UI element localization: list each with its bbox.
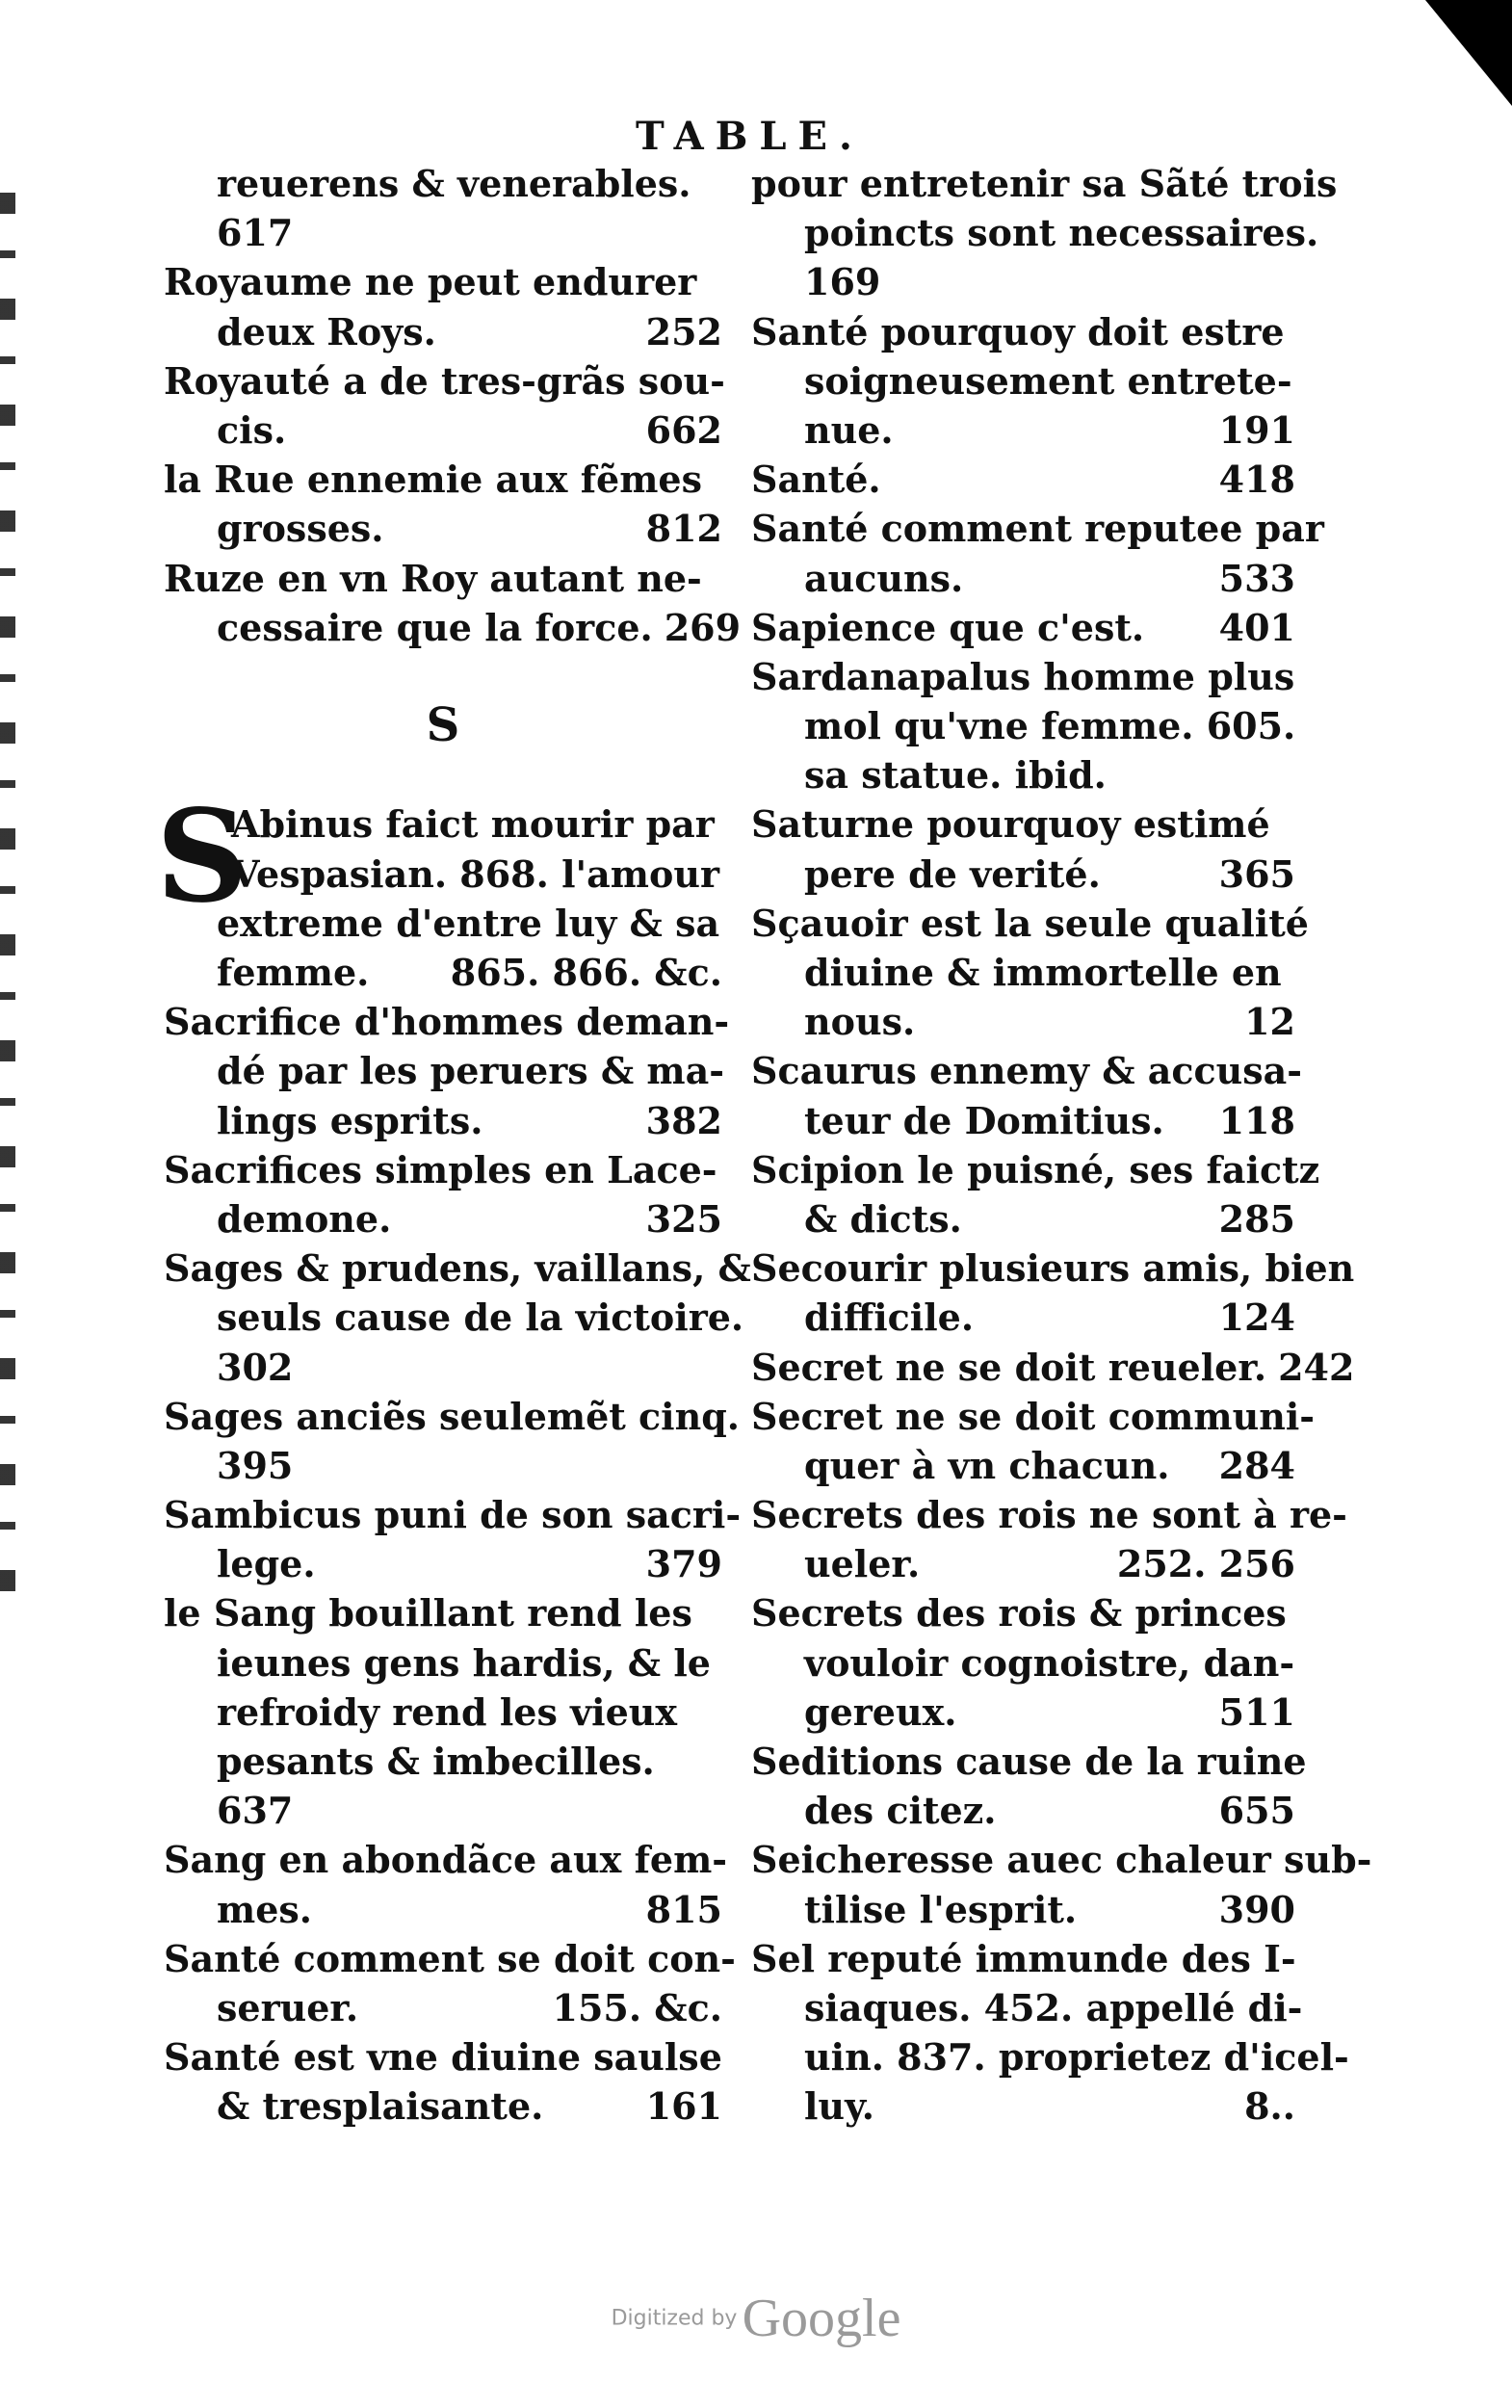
index-entry	[751, 307, 1295, 456]
entry-line	[164, 1983, 722, 2032]
entry-line	[751, 1934, 1295, 1983]
index-entry	[751, 257, 1295, 306]
page-number: 401	[1218, 605, 1295, 649]
entry-line	[164, 1688, 722, 1737]
index-entry	[751, 1243, 1355, 1342]
entry-text: tilise l'esprit.	[804, 1887, 1078, 1931]
page-number: 8..	[1244, 2084, 1295, 2129]
entry-text: Secret ne se doit communi-	[751, 1394, 1316, 1438]
entry-text: vouloir cognoistre, dan-	[804, 1640, 1295, 1685]
entry-text: 302	[217, 1345, 294, 1389]
entry-text: difficile.	[804, 1296, 975, 1340]
index-entry	[751, 1835, 1372, 1933]
page-number: 662	[645, 407, 722, 452]
entry-line	[751, 850, 1295, 899]
entry-text: Santé comment se doit con-	[164, 1936, 736, 1980]
page-number: 191	[1218, 407, 1295, 452]
index-entry	[164, 1243, 751, 1342]
entry-text: siaques. 452. appellé di-	[804, 1985, 1303, 2029]
entry-text: mol qu'vne femme. 605.	[804, 704, 1296, 748]
entry-line	[751, 1441, 1295, 1490]
drop-cap-initial: S	[156, 782, 248, 932]
entry-line	[751, 1983, 1303, 2032]
entry-text: le Sang bouillant rend les	[164, 1591, 692, 1636]
entry-text: teur de Domitius.	[804, 1098, 1164, 1142]
entry-text: Saturne pourquoy estimé	[751, 802, 1270, 847]
entry-line	[164, 1638, 722, 1688]
page-number: 269	[664, 605, 742, 649]
index-entry	[751, 455, 1295, 504]
entry-line	[751, 1539, 1295, 1588]
entry-line	[751, 2081, 1295, 2131]
entry-line	[751, 1343, 1355, 1392]
entry-text: Santé pourquoy doit estre	[751, 309, 1285, 353]
entry-text: luy.	[804, 2084, 875, 2129]
digitization-watermark	[0, 2288, 1512, 2349]
entry-text: 395	[217, 1443, 294, 1487]
index-entry	[751, 1737, 1307, 1835]
entry-text: mes.	[217, 1887, 313, 1931]
entry-line	[164, 2081, 722, 2131]
entry-text: Abinus faict mourir par	[231, 802, 715, 847]
index-entry	[751, 1490, 1347, 1588]
index-entry	[164, 1490, 742, 1588]
page-number: 161	[645, 2084, 722, 2129]
dropcap-entry	[156, 782, 722, 997]
entry-line	[164, 1786, 722, 1835]
entry-line	[751, 1588, 1295, 1637]
left-column-top-entries	[164, 159, 742, 652]
index-entry	[751, 1145, 1320, 1243]
entry-line	[751, 208, 1319, 257]
index-entry	[164, 1934, 736, 2032]
entry-line	[751, 1145, 1320, 1194]
entry-line	[751, 1786, 1295, 1835]
entry-line	[751, 1885, 1295, 1934]
entry-line	[164, 1293, 744, 1342]
page-number: 390	[1218, 1887, 1295, 1931]
entry-line	[164, 208, 722, 257]
entry-text: & dicts.	[804, 1196, 962, 1241]
entry-text: gereux.	[804, 1689, 957, 1734]
entry-line	[751, 406, 1295, 455]
index-entry	[164, 208, 722, 257]
entry-line	[751, 307, 1295, 356]
entry-text: Royauté a de tres-grãs sou-	[164, 358, 725, 403]
entry-text: Sapience que c'est.	[751, 605, 1145, 649]
entry-text: ueler.	[804, 1542, 921, 1586]
index-entry	[164, 257, 722, 355]
entry-text: quer à vn chacun.	[804, 1443, 1170, 1487]
page-number: 284	[1218, 1443, 1295, 1487]
page-number: 12	[1244, 1000, 1295, 1044]
entry-text: Seditions cause de la ruine	[751, 1740, 1307, 1783]
entry-text: nous.	[804, 1000, 916, 1044]
entry-text: Sages anciẽs seulemẽt cinq.	[164, 1394, 741, 1438]
right-column-entries	[751, 159, 1372, 2132]
entry-text: Sacrifices simples en Lace-	[164, 1147, 717, 1191]
index-entry	[751, 504, 1324, 602]
entry-text: & tresplaisante.	[217, 2084, 544, 2129]
entry-line	[164, 1194, 722, 1243]
entry-line	[164, 1243, 751, 1293]
index-entry	[751, 799, 1295, 898]
index-entry	[164, 1786, 722, 1835]
entry-text: lings esprits.	[217, 1098, 483, 1142]
entry-line	[164, 406, 722, 455]
entry-line	[164, 1539, 722, 1588]
entry-text: refroidy rend les vieux	[217, 1689, 678, 1734]
entry-text: 617	[217, 211, 294, 255]
page-number: 252	[645, 309, 722, 353]
entry-line	[751, 1096, 1295, 1145]
entry-line	[164, 257, 722, 306]
entry-line	[164, 159, 722, 208]
entry-text: extreme d'entre luy & sa	[217, 901, 720, 945]
entry-line	[751, 701, 1295, 750]
entry-line	[751, 1293, 1295, 1342]
entry-line	[751, 1194, 1295, 1243]
entry-text: Ruze en vn Roy autant ne-	[164, 556, 702, 600]
watermark-prefix: Digitized by	[611, 2306, 738, 2331]
entry-line	[751, 1392, 1316, 1441]
entry-text: deux Roys.	[217, 309, 436, 353]
entry-text: grosses.	[217, 507, 384, 551]
entry-text: 637	[217, 1789, 294, 1833]
index-entry	[164, 356, 725, 455]
entry-text: aucuns.	[804, 556, 964, 600]
entry-text: Secrets des rois ne sont à re-	[751, 1493, 1347, 1537]
entry-text: pesants & imbecilles.	[217, 1740, 655, 1784]
entry-line	[164, 2032, 722, 2081]
entry-line	[164, 455, 722, 504]
entry-text: Secret ne se doit reueler.	[751, 1345, 1267, 1389]
entry-text: Secrets des rois & princes	[751, 1591, 1287, 1636]
index-entry	[164, 2032, 722, 2131]
index-entry	[751, 1343, 1355, 1392]
page-number: 812	[645, 507, 722, 551]
entry-line	[164, 948, 722, 997]
entry-text: pour entretenir sa Sãté trois	[751, 162, 1338, 205]
index-entry	[164, 455, 722, 553]
index-entry	[751, 1588, 1295, 1737]
binding-edge-marks	[0, 193, 15, 1618]
entry-text: Sel reputé immunde des I-	[751, 1936, 1296, 1980]
entry-line	[164, 356, 725, 406]
entry-text: soigneusement entrete-	[804, 358, 1292, 403]
page-number: 365	[1218, 851, 1295, 896]
entry-text: Santé comment reputee par	[751, 507, 1324, 551]
page-number: 155. &c.	[552, 1985, 722, 2029]
entry-text: Seicheresse auec chaleur sub-	[751, 1838, 1372, 1882]
entry-line	[164, 1145, 722, 1194]
index-entry	[751, 652, 1295, 800]
entry-text: ieunes gens hardis, & le	[217, 1640, 711, 1685]
entry-line	[751, 899, 1309, 948]
entry-line	[751, 1490, 1347, 1539]
entry-text: la Rue ennemie aux fẽmes	[164, 458, 702, 502]
entry-line	[751, 1243, 1355, 1293]
section-letter: S	[426, 697, 460, 752]
entry-line	[751, 997, 1295, 1046]
entry-text: Scipion le puisné, ses faictz	[751, 1147, 1320, 1191]
page-number: 815	[645, 1887, 722, 1931]
entry-line	[751, 554, 1295, 603]
entry-text: reuerens & venerables.	[217, 162, 691, 205]
page-number: 865. 866. &c.	[450, 951, 722, 995]
entry-line	[751, 257, 1295, 306]
right-column	[751, 159, 1372, 2132]
index-entry	[164, 1835, 728, 1933]
entry-text: Santé est vne diuine saulse	[164, 2035, 722, 2080]
entry-line	[164, 1934, 736, 1983]
index-entry	[164, 1343, 722, 1392]
page-number: 325	[645, 1196, 722, 1241]
index-entry	[164, 159, 722, 208]
index-entry	[751, 159, 1338, 257]
entry-line	[164, 1343, 722, 1392]
page-corner-shadow	[1425, 0, 1512, 106]
entry-line	[164, 603, 742, 652]
entry-line	[751, 1638, 1295, 1688]
entry-text: Vespasian. 868. l'amour	[231, 851, 719, 896]
entry-text: Sages & prudens, vaillans, &	[164, 1246, 751, 1291]
index-entry	[164, 1145, 722, 1243]
page-number: 242	[1278, 1345, 1355, 1389]
entry-line	[751, 1046, 1303, 1095]
entry-line	[751, 603, 1295, 652]
entry-line	[751, 1835, 1372, 1884]
entry-line	[751, 1737, 1307, 1786]
entry-text: sa statue. ibid.	[804, 753, 1107, 798]
page-number: 252. 256	[1116, 1542, 1295, 1586]
index-entry	[751, 899, 1309, 1047]
index-entry	[751, 1046, 1303, 1144]
entry-text: 169	[804, 260, 881, 304]
page-number: 379	[645, 1542, 722, 1586]
entry-text: nue.	[804, 407, 894, 452]
entry-text: seuls cause de la victoire.	[217, 1296, 744, 1340]
entry-text: lege.	[217, 1542, 316, 1586]
entry-text: Sardanapalus homme plus	[751, 654, 1295, 698]
entry-line	[164, 1835, 728, 1884]
index-entry	[164, 1392, 741, 1441]
entry-line	[751, 948, 1295, 997]
entry-line	[164, 1885, 722, 1934]
entry-line	[751, 504, 1324, 553]
index-entry	[751, 1392, 1316, 1490]
entry-text: uin. 837. proprietez d'icel-	[804, 2035, 1349, 2080]
page-number: 285	[1218, 1196, 1295, 1241]
entry-text: cessaire que la force.	[217, 605, 653, 649]
entry-text: Sçauoir est la seule qualité	[751, 901, 1309, 945]
entry-line	[164, 1588, 722, 1637]
index-entry	[164, 554, 742, 652]
entry-line	[751, 356, 1295, 406]
entry-text: pere de verité.	[804, 851, 1101, 896]
google-logo: Google	[742, 2289, 901, 2348]
entry-text: Sambicus puni de son sacri-	[164, 1493, 742, 1537]
index-entry	[164, 1441, 722, 1490]
page-number: 511	[1218, 1689, 1295, 1734]
left-column	[156, 159, 751, 2132]
entry-line	[164, 1441, 722, 1490]
index-entry	[164, 997, 730, 1145]
entry-line	[751, 799, 1295, 849]
index-entry	[164, 1588, 722, 1786]
entry-line	[164, 1737, 722, 1786]
page-number: 418	[1218, 458, 1295, 502]
entry-text: cis.	[217, 407, 287, 452]
entry-text: Sacrifice d'hommes deman-	[164, 1000, 730, 1044]
entry-line	[751, 455, 1295, 504]
page-number: 382	[645, 1098, 722, 1142]
entry-line	[164, 554, 722, 603]
entry-text: Sang en abondãce aux fem-	[164, 1838, 728, 1882]
entry-line	[751, 2032, 1349, 2081]
entry-line	[164, 1046, 725, 1095]
page-number: 124	[1218, 1296, 1295, 1340]
entry-text: demone.	[217, 1196, 392, 1241]
entry-text: Scaurus ennemy & accusa-	[751, 1049, 1303, 1093]
page-number: 118	[1218, 1098, 1295, 1142]
index-entry	[751, 603, 1295, 652]
entry-text: femme.	[217, 951, 370, 995]
entry-text: diuine & immortelle en	[804, 951, 1282, 994]
entry-text: des citez.	[804, 1789, 997, 1833]
page-number: 533	[1218, 556, 1295, 600]
entry-line	[164, 307, 722, 356]
entry-line	[164, 504, 722, 553]
entry-line	[751, 652, 1295, 701]
entry-text: Royaume ne peut endurer	[164, 260, 697, 304]
entry-line	[164, 1490, 742, 1539]
entry-text: seruer.	[217, 1985, 359, 2029]
entry-text: poincts sont necessaires.	[804, 211, 1319, 255]
index-entry	[751, 1934, 1349, 2132]
running-head: TABLE.	[636, 114, 864, 159]
entry-line	[164, 1096, 722, 1145]
page-number: 655	[1218, 1789, 1295, 1833]
entry-text: dé par les peruers & ma-	[217, 1049, 725, 1093]
entry-line	[751, 159, 1338, 208]
entry-line	[164, 997, 730, 1046]
entry-line	[751, 1688, 1295, 1737]
entry-line	[751, 750, 1295, 799]
entry-text: Santé.	[751, 458, 881, 502]
entry-text: Secourir plusieurs amis, bien	[751, 1246, 1355, 1291]
entry-line	[164, 1392, 741, 1441]
left-column-bottom-entries	[164, 997, 751, 2131]
